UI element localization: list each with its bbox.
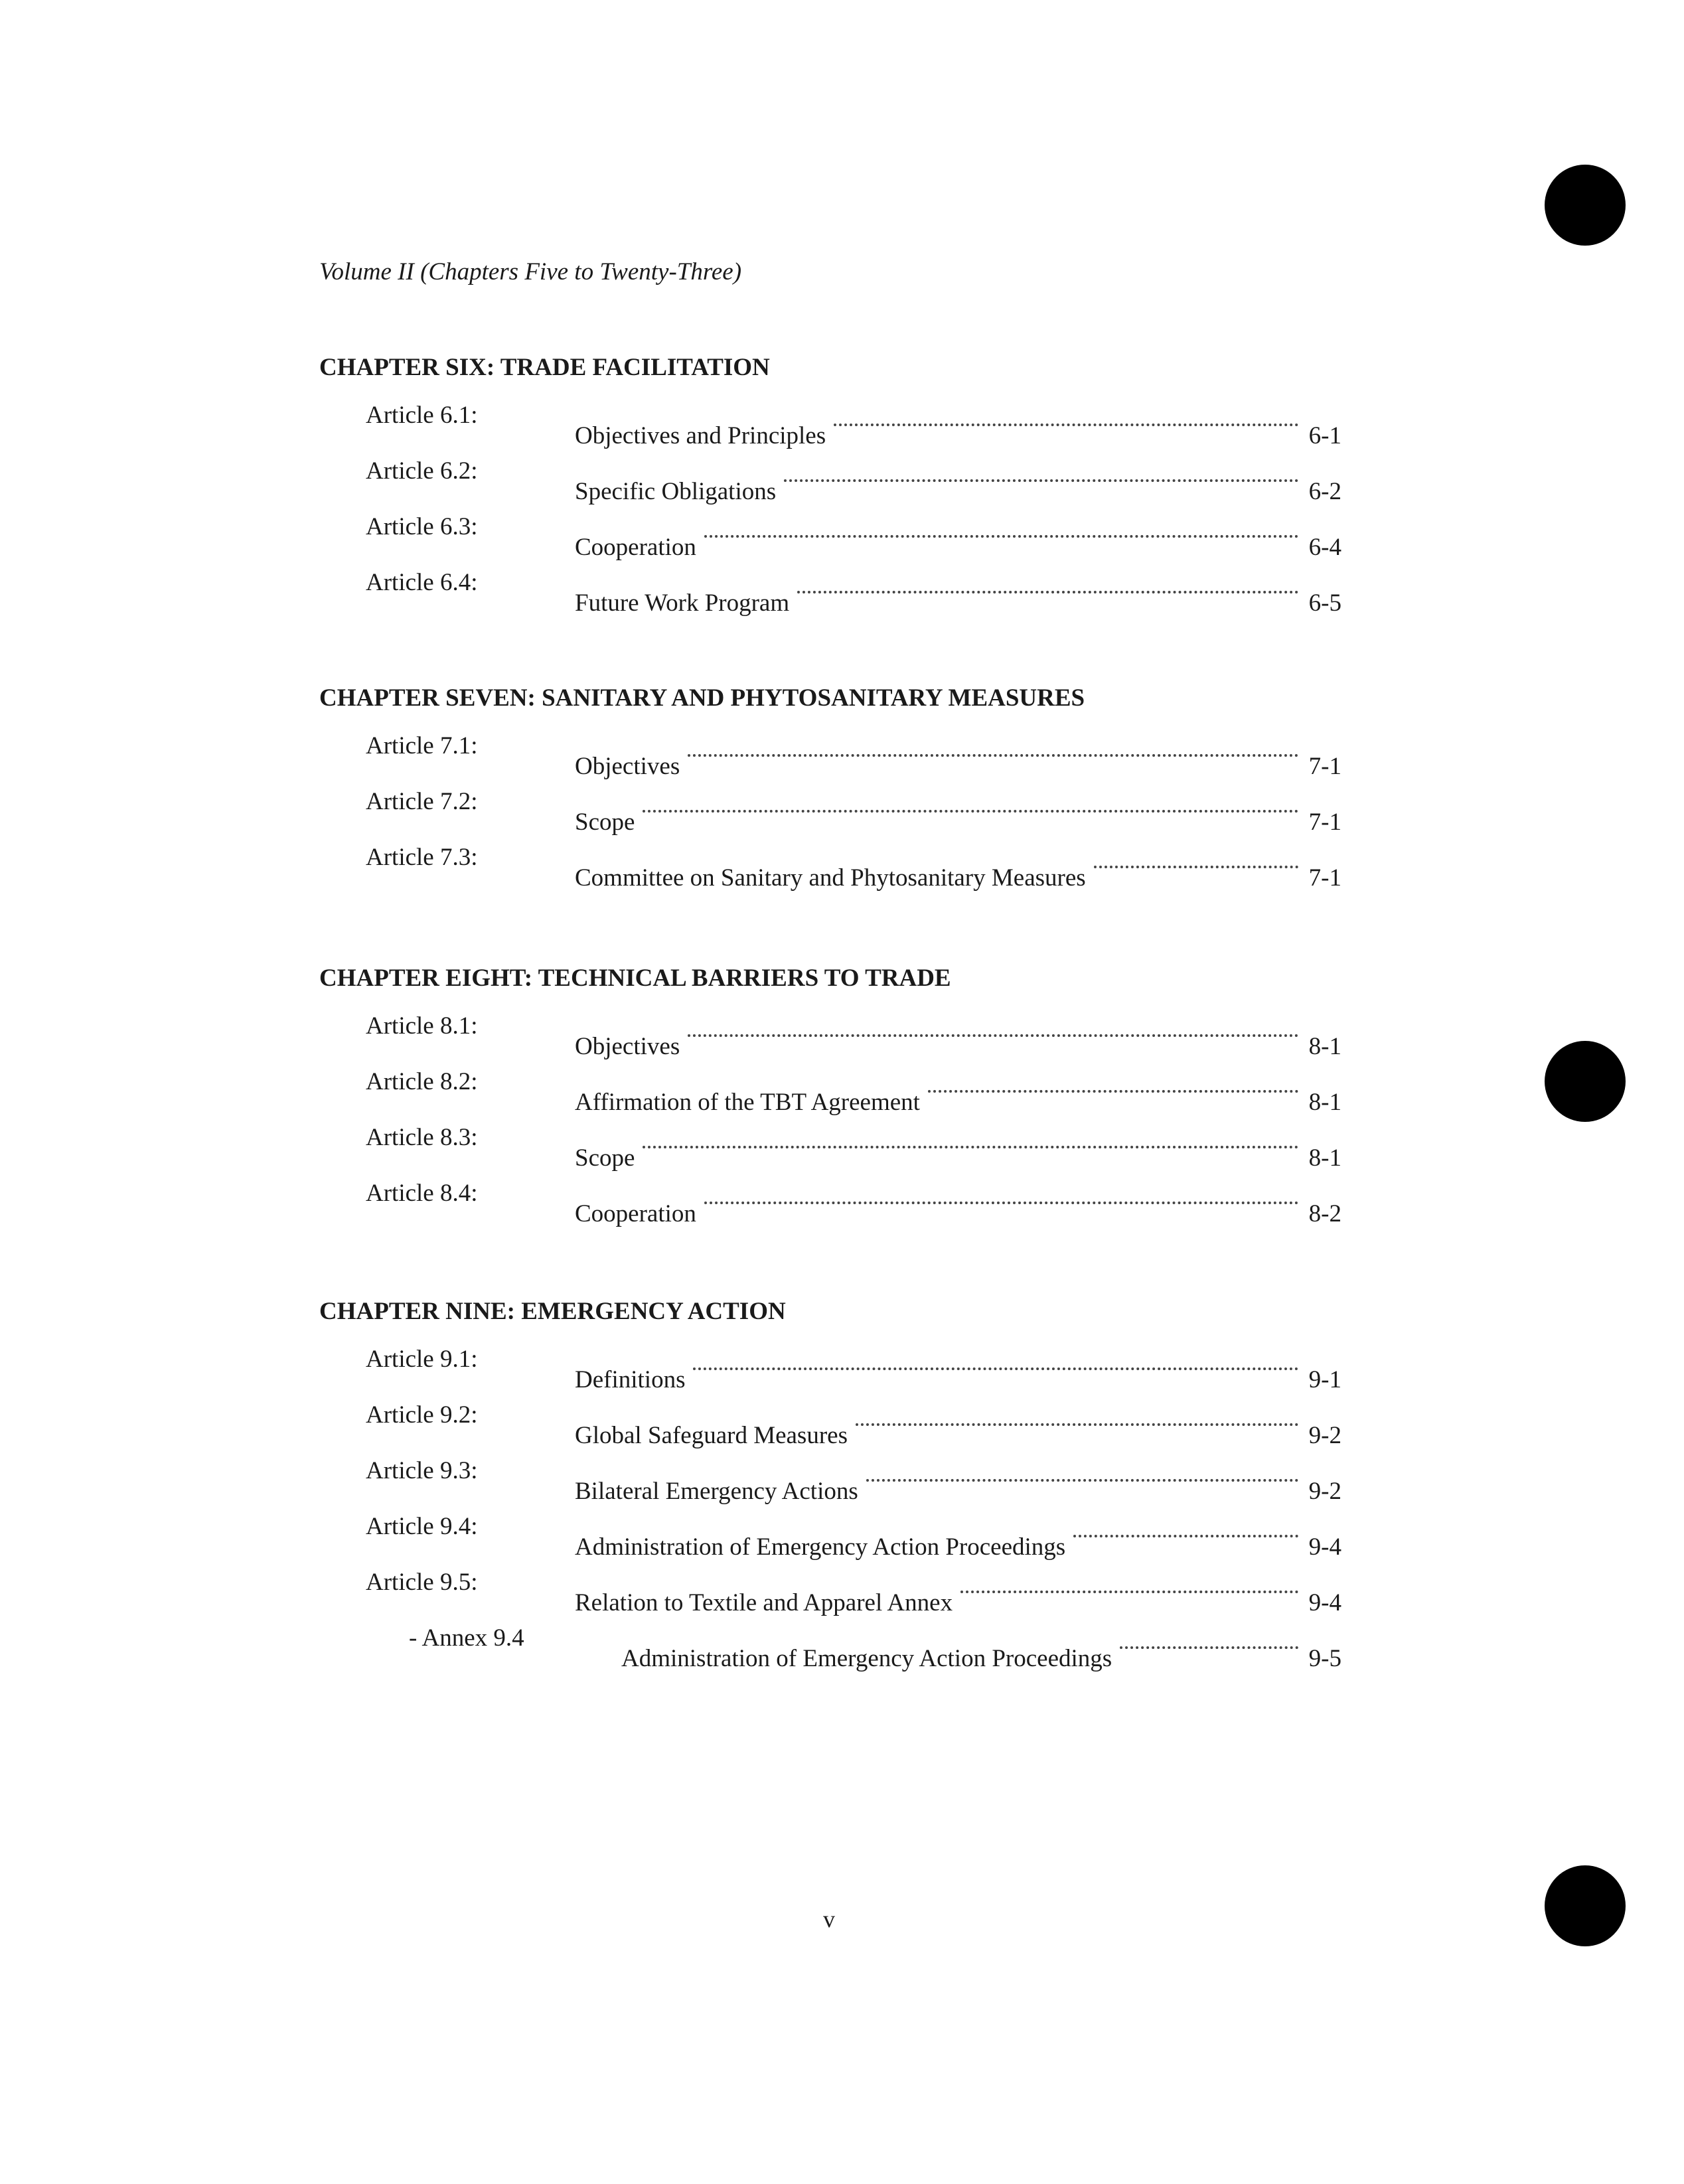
dot-leader xyxy=(643,774,1298,830)
article-title: Administration of Emergency Action Proceedings xyxy=(575,1533,1066,1561)
toc-entry xyxy=(319,718,1341,780)
page-reference: 8-2 xyxy=(1308,1200,1341,1227)
article-number: Article 8.4: xyxy=(366,1180,478,1207)
dot-leader xyxy=(1094,830,1298,886)
toc-entry xyxy=(319,1443,1341,1505)
toc-entry xyxy=(319,1110,1341,1172)
article-title: Bilateral Emergency Actions xyxy=(575,1478,858,1505)
toc-entry xyxy=(319,555,1341,617)
toc-entry xyxy=(319,1054,1341,1116)
page-reference: 9-5 xyxy=(1308,1645,1341,1672)
toc-entry xyxy=(319,774,1341,836)
page-reference: 6-4 xyxy=(1308,534,1341,561)
article-title: Relation to Textile and Apparel Annex xyxy=(575,1589,953,1616)
toc-entry-annex xyxy=(319,1610,1341,1672)
article-number: Article 9.2: xyxy=(366,1401,478,1429)
page-reference: 9-2 xyxy=(1308,1422,1341,1449)
dot-leader xyxy=(1073,1499,1298,1555)
article-number: Article 8.3: xyxy=(366,1124,478,1151)
toc-entry xyxy=(319,1555,1341,1616)
page-reference: 9-2 xyxy=(1308,1478,1341,1505)
dot-leader xyxy=(693,1332,1298,1387)
article-title: Committee on Sanitary and Phytosanitary Measures xyxy=(575,864,1086,892)
toc-entry xyxy=(319,499,1341,561)
punch-hole-middle xyxy=(1545,1041,1626,1122)
article-title: Future Work Program xyxy=(575,589,790,617)
punch-hole-bottom xyxy=(1545,1865,1626,1946)
article-number: Article 6.1: xyxy=(366,402,478,429)
dot-leader xyxy=(643,1110,1298,1166)
dot-leader xyxy=(928,1054,1298,1110)
article-number: Article 8.2: xyxy=(366,1068,478,1095)
chapter-six-section xyxy=(319,348,1341,617)
page-reference: 7-1 xyxy=(1308,864,1341,892)
article-number: Article 6.2: xyxy=(366,457,478,485)
toc-entry xyxy=(319,998,1341,1060)
article-title: Scope xyxy=(575,809,635,836)
article-number: Article 6.3: xyxy=(366,513,478,540)
page-reference: 9-4 xyxy=(1308,1533,1341,1561)
article-title: Global Safeguard Measures xyxy=(575,1422,848,1449)
article-title: Definitions xyxy=(575,1366,686,1393)
article-number: Article 7.2: xyxy=(366,788,478,815)
article-title: Objectives xyxy=(575,753,680,780)
article-title: Objectives and Principles xyxy=(575,422,826,449)
article-number: Article 8.1: xyxy=(366,1012,478,1040)
toc-entry xyxy=(319,1387,1341,1449)
page-reference: 9-4 xyxy=(1308,1589,1341,1616)
page-reference: 8-1 xyxy=(1308,1089,1341,1116)
dot-leader xyxy=(834,388,1298,443)
chapter-heading: CHAPTER SIX: TRADE FACILITATION xyxy=(319,354,770,381)
dot-leader xyxy=(688,718,1298,774)
page-reference: 6-5 xyxy=(1308,589,1341,617)
chapter-nine-section xyxy=(319,1292,1341,1672)
dot-leader xyxy=(704,499,1298,555)
article-number: Article 7.3: xyxy=(366,844,478,871)
page-reference: 7-1 xyxy=(1308,753,1341,780)
chapter-seven-section xyxy=(319,678,1341,892)
dot-leader xyxy=(704,1166,1298,1221)
page-reference: 9-1 xyxy=(1308,1366,1341,1393)
punch-hole-top xyxy=(1545,165,1626,246)
chapter-heading: CHAPTER SEVEN: SANITARY AND PHYTOSANITARY MEASURES xyxy=(319,684,1085,712)
footer-page-number: v xyxy=(823,1906,835,1932)
toc-entry xyxy=(319,443,1341,505)
annex-title: Administration of Emergency Action Proceedings xyxy=(621,1645,1112,1672)
toc-entry xyxy=(319,1166,1341,1227)
dot-leader xyxy=(1120,1610,1298,1666)
dot-leader xyxy=(784,443,1298,499)
article-title: Scope xyxy=(575,1144,635,1172)
article-title: Cooperation xyxy=(575,534,696,561)
article-number: Article 7.1: xyxy=(366,732,478,759)
article-number: Article 9.4: xyxy=(366,1513,478,1540)
article-number: Article 9.5: xyxy=(366,1569,478,1596)
page-reference: 8-1 xyxy=(1308,1033,1341,1060)
dot-leader xyxy=(960,1555,1298,1610)
article-title: Cooperation xyxy=(575,1200,696,1227)
page-reference: 7-1 xyxy=(1308,809,1341,836)
dot-leader xyxy=(797,555,1298,611)
article-title: Affirmation of the TBT Agreement xyxy=(575,1089,920,1116)
toc-entry xyxy=(319,1499,1341,1561)
article-title: Specific Obligations xyxy=(575,478,777,505)
article-number: Article 9.1: xyxy=(366,1346,478,1373)
dot-leader xyxy=(688,998,1298,1054)
chapter-heading: CHAPTER EIGHT: TECHNICAL BARRIERS TO TRADE xyxy=(319,965,951,992)
chapter-heading: CHAPTER NINE: EMERGENCY ACTION xyxy=(319,1298,786,1325)
page-reference: 6-1 xyxy=(1308,422,1341,449)
article-title: Objectives xyxy=(575,1033,680,1060)
page-reference: 8-1 xyxy=(1308,1144,1341,1172)
article-number: Article 6.4: xyxy=(366,569,478,596)
chapter-eight-section xyxy=(319,959,1341,1227)
page-reference: 6-2 xyxy=(1308,478,1341,505)
toc-entry xyxy=(319,1332,1341,1393)
annex-number: - Annex 9.4 xyxy=(409,1624,524,1652)
toc-entry xyxy=(319,388,1341,449)
toc-entry xyxy=(319,830,1341,892)
article-number: Article 9.3: xyxy=(366,1457,478,1484)
dot-leader xyxy=(856,1387,1298,1443)
volume-title: Volume II (Chapters Five to Twenty-Three) xyxy=(319,258,742,285)
dot-leader xyxy=(866,1443,1298,1499)
